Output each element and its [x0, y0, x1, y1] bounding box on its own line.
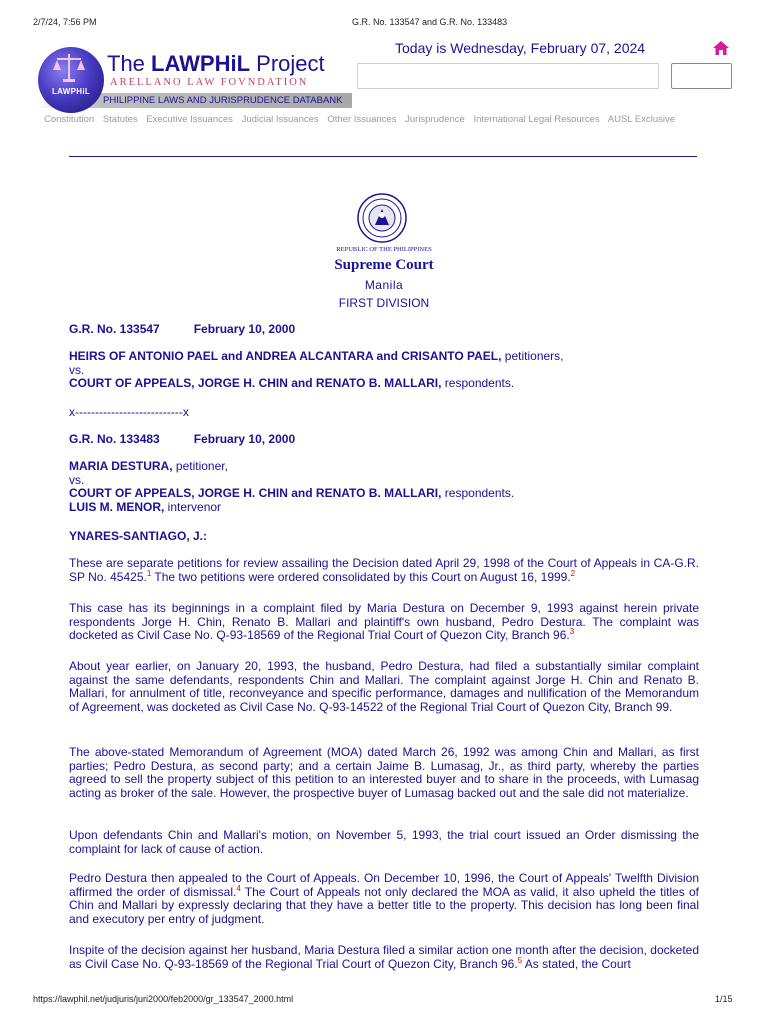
footnote-ref-4[interactable]: 4: [236, 883, 241, 893]
footnote-ref-1[interactable]: 1: [146, 568, 152, 578]
paragraph-2-text: This case has its beginnings in a complaint filed by Maria Destura on December 9, 1993 against herein private respondents Jorge H. Chin, Renato B. Mallari and plaintiff's own husband, Pedro Destura. The complaint was docketed as Civil Case No. Q-93-18569 of the Regional Trial Court of Quezon City, Branch 96.: [69, 601, 699, 642]
nav-statutes[interactable]: Statutes: [102, 114, 138, 125]
paragraph-7: [69, 944, 699, 971]
paragraph-1: [69, 557, 699, 584]
case1-date: February 10, 2000: [193, 322, 296, 336]
print-doc-title: G.R. No. 133547 and G.R. No. 133483: [352, 17, 508, 27]
case1-parties: [69, 350, 699, 391]
case2-vs: vs.: [69, 472, 85, 487]
nav-jurisprudence[interactable]: Jurisprudence: [405, 114, 465, 125]
case2-petitioner: MARIA DESTURA,: [69, 459, 173, 473]
site-title-prefix: The: [107, 51, 145, 76]
paragraph-6-text-b: The Court of Appeals not only declared the MOA as valid, it also upheld the titles of Chin and Mallari by expressly declaring that they have a better title to the property. This decision has long been final and executory per entry of judgment.: [69, 884, 699, 926]
ponente-name: YNARES-SANTIAGO, J.:: [69, 529, 208, 543]
case1-respondents: COURT OF APPEALS, JORGE H. CHIN and RENATO B. MALLARI,: [69, 376, 442, 390]
site-logo[interactable]: [36, 40, 352, 112]
case2-parties: [69, 460, 699, 514]
paragraph-1-text-b: The two petitions were ordered consolidated by this Court on August 16, 1999.: [151, 569, 571, 584]
site-title-brand: LAWPHiL: [151, 51, 251, 76]
paragraph-3: About year earlier, on January 20, 1993, the husband, Pedro Destura, had filed a substantially similar complaint against the same defendants, respondents Chin and Mallari. The complaint against Jorge H. Chin and Renato B. Mallari, for annulment of title, reconveyance and specific performance, damages and nullification of the Memorandum of Agreement, was docketed as Civil Case No. Q-93-14522 of the Regional Trial Court of Quezon City, Branch 99.: [69, 659, 699, 714]
paragraph-6: [69, 872, 699, 926]
main-nav: [44, 114, 681, 125]
ponente: [69, 530, 699, 544]
supreme-court-seal-icon: [357, 193, 407, 243]
home-icon[interactable]: [712, 40, 730, 56]
nav-constitution[interactable]: Constitution: [44, 114, 95, 125]
case1-header: [69, 323, 699, 337]
site-title-suffix: Project: [256, 51, 325, 76]
scales-of-justice-icon: [51, 50, 87, 86]
court-name: Supreme Court: [334, 257, 434, 273]
print-url: https://lawphil.net/judjuris/juri2000/feb2000/gr_133547_2000.html: [33, 994, 294, 1004]
paragraph-5: Upon defendants Chin and Mallari's motion, on November 5, 1993, the trial court issued an Order dismissing the complaint for lack of cause of action.: [69, 828, 699, 856]
paragraph-6-text-a: Pedro Destura then appealed to the Court of Appeals. On December 10, 1996, the Court of Appeals' Twelfth Division affirmed the order of dismissal.: [69, 871, 699, 899]
banner-text: PHILIPPINE LAWS AND JURISPRUDENCE DATABANK: [103, 95, 343, 106]
header-divider: [69, 156, 697, 157]
case2-intervenor-role: intervenor: [164, 499, 222, 514]
site-subtitle: ARELLANO LAW FOVNDATION: [110, 77, 309, 88]
case2-respondents: COURT OF APPEALS, JORGE H. CHIN and RENATO B. MALLARI,: [69, 486, 442, 500]
case2-petitioner-role: petitioner,: [172, 459, 228, 473]
nav-executive-issuances[interactable]: Executive Issuances: [146, 114, 233, 125]
case2-respondents-role: respondents.: [441, 486, 515, 500]
case2-intervenor: LUIS M. MENOR,: [69, 499, 165, 514]
case1-vs: vs.: [69, 362, 85, 377]
paragraph-7-text-a: Inspite of the decision against her husband, Maria Destura filed a similar action one month after the decision, docketed as Civil Case No. Q-93-18569 of the Regional Trial Court of Quezon City, Branch 96.: [69, 943, 699, 971]
court-division: FIRST DIVISION: [338, 296, 430, 310]
court-city: Manila: [364, 278, 404, 292]
case2-date: February 10, 2000: [193, 432, 296, 446]
today-date: Today is Wednesday, February 07, 2024: [395, 40, 646, 56]
nav-other-issuances[interactable]: Other Issuances: [327, 114, 397, 125]
nav-ausl-exclusive[interactable]: AUSL Exclusive: [607, 114, 676, 125]
case1-gr-number: G.R. No. 133547: [69, 322, 160, 336]
case1-respondents-role: respondents.: [441, 376, 515, 390]
case1-petitioners-role: petitioners,: [501, 349, 564, 363]
paragraph-4: The above-stated Memorandum of Agreement (MOA) dated March 26, 1992 was among Chin and Mallari, as first parties; Pedro Destura, as second party; and a certain Jaime B. Lumasag, Jr., as third party, whereby the parties agreed to sell the property subject of this petition to an interested buyer and to share in the proceeds, with Lumasag acting as broker of the sale. However, the prospective buyer of Lumasag backed out and the sale did not materialize.: [69, 745, 699, 800]
case2-gr-number: G.R. No. 133483: [69, 432, 160, 446]
print-page-number: 1/15: [715, 994, 733, 1004]
republic-label: REPUBLIC OF THE PHILIPPINES: [336, 246, 432, 253]
search-button[interactable]: [671, 63, 732, 89]
footnote-ref-5[interactable]: 5: [517, 955, 523, 965]
case2-header: [69, 433, 699, 447]
nav-international-legal-resources[interactable]: International Legal Resources: [473, 114, 600, 125]
search-input[interactable]: [357, 63, 659, 89]
print-datetime: 2/7/24, 7:56 PM: [33, 17, 97, 27]
footnote-ref-3[interactable]: 3: [569, 627, 575, 636]
case-separator: x---------------------------x: [69, 405, 189, 419]
paragraph-2: [69, 602, 699, 643]
site-title: [107, 51, 325, 77]
nav-judicial-issuances[interactable]: Judicial Issuances: [241, 114, 319, 125]
footnote-ref-2[interactable]: 2: [570, 568, 576, 578]
logo-lawphil-text: LAWPHiL: [51, 87, 91, 96]
paragraph-1-text-a: These are separate petitions for review assailing the Decision dated April 29, 1998 of the Court of Appeals in CA-G.R. SP No. 45425.: [69, 556, 699, 584]
case1-petitioners: HEIRS OF ANTONIO PAEL and ANDREA ALCANTARA and CRISANTO PAEL,: [69, 349, 502, 363]
paragraph-7-text-b: As stated, the Court: [522, 956, 631, 971]
